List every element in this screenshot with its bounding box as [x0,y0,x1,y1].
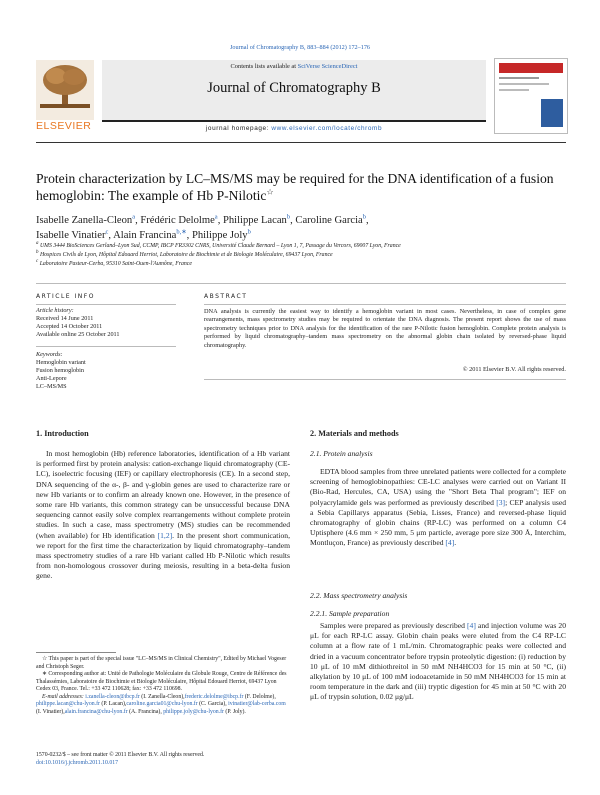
subheading-protein-analysis: 2.1. Protein analysis [310,449,373,458]
masthead [36,60,566,132]
journal-banner [102,60,486,120]
email-owner: (P. Joly). [223,708,246,715]
cover-line [499,89,529,91]
author-affiliation-mark[interactable]: b [247,228,251,236]
intro-heading: 1. Introduction [36,429,89,438]
author-list [36,213,566,243]
abstract-text: DNA analysis is currently the easiest way to identify a hemoglobin variant in most cases. Nevertheless, in case of complex gene rearrangements, mass spectrometry studies may be required to orientate the DNA diagnosis. The present report shows the use of mass spectrometry techniques prior to DNA analysis for the identification of the rare P-Nilotic fusion hemoglobin. Complete protein analysis is performed by liquid chromatography–tandem mass spectrometry on the abnormal globin chain isolated by reversed-phase liquid chromatography. [204,308,566,349]
asterisk-mark: ∗ [42,671,49,677]
author-name: Isabelle Zanella-Cleon [36,215,133,226]
protein-analysis-paragraph [310,467,566,549]
history-online: Available online 25 October 2011 [36,331,120,338]
info-rule [36,304,176,305]
methods-text: . [454,538,457,548]
copyright-line: © 2011 Elsevier B.V. All rights reserved. [462,366,566,373]
author-name: Philippe Lacan [222,215,287,226]
history-label: Article history: [36,307,74,314]
intro-paragraph [36,449,290,582]
doi-link[interactable]: doi:10.1016/j.jchromb.2011.10.017 [36,759,119,766]
info-rule-2 [36,346,176,347]
email-label: E-mail addresses: [42,693,86,700]
intro-text-2: . In the present short communication, we report for the first time the characterization by liquid chromatography–tandem mass spectrometry studies of a rare Hb variant called Hb P-Nilotic which results from non-homologous crossover during meiosis, resulting in a beta-delta fusion gene. [36,530,290,581]
email-owner: (P. Lacan), [99,701,127,707]
homepage-line [102,125,486,132]
abstract-label: ABSTRACT [204,293,248,300]
author-separator: , [135,215,141,226]
author-separator: , [217,215,223,226]
author-affiliation-mark[interactable]: b [362,213,366,221]
journal-title: Journal of Chromatography B [207,80,381,96]
affiliation-item [36,242,576,251]
email-owner: (A. Francina), [127,708,164,715]
methods-text: ; CEP analysis used a Sebia Capillarys apparatus (Sebia, Lisses, France) and reversed-phase liquid chromatography of globin chains (RP-LC) was performed on a column C4 Uptisphere (4.6 mm × 250 mm, 5 μm particle, average pore size 300 Å, Interchim, Montluçon, France) as previously described [310,497,566,548]
email-link[interactable]: frederic.delolme@ibcp.fr [184,693,244,700]
author-separator: , [365,215,369,226]
footnote-star-text: This paper is part of the special issue "LC–MS/MS in Clinical Chemistry", Edited by Michael Vogeser and Christoph Seger. [36,656,287,670]
author-affiliation-mark[interactable]: a [214,213,218,221]
history-accepted: Accepted 14 October 2011 [36,323,103,330]
author-name: Alain Francina [113,230,177,241]
citation-link[interactable]: [3] [496,497,506,507]
affiliation-text: Hospices Civils de Lyon, Hôpital Edouard Herriot, Laboratoire de Biochimie et de Biologie Moléculaire, 69437 Lyon, France [39,252,333,258]
article-title-text: Protein characterization by LC–MS/MS may be required for the DNA identification of a fusion hemoglobin: The example of Hb P-Nilotic [36,171,554,203]
masthead-rule [36,142,566,143]
footnote-corresponding [36,671,292,694]
contents-prefix: Contents lists available at [230,63,298,70]
footnote-emails [36,694,292,717]
banner-rule [102,120,486,122]
elsevier-wordmark: ELSEVIER [36,120,92,132]
cover-line [499,77,539,79]
affiliation-text: UMS 3444 BioSciences Gerland–Lyon Sud, CCMP, IBCP FR3302 CNRS, Université Claude Bernard – Lyon 1, 7, Passage du Vercors, 69007 Lyon, France [39,243,401,249]
affiliation-list [36,242,576,269]
citation-link[interactable]: [4] [445,538,455,548]
email-owner: (F. Delolme), [243,693,276,700]
author-separator: , [290,215,296,226]
affiliation-mark: a [36,241,39,247]
sample-prep-paragraph [310,621,566,703]
affil-rule [36,283,566,284]
email-owner: (I. Zanella-Cleon), [139,693,185,700]
sciencedirect-link[interactable]: SciVerse ScienceDirect [297,63,358,70]
author-affiliation-mark[interactable]: b [286,213,291,221]
keyword: LC–MS/MS [36,383,67,390]
methods-text: Samples were prepared as previously described [320,621,468,630]
keyword: Hemoglobin variant [36,359,86,366]
star-mark: ☆ [42,656,49,662]
affiliation-text: Laboratoire Pasteur-Cerba, 95310 Saint-Ouen-l'Aumône, France [39,261,192,267]
journal-citation[interactable]: Journal of Chromatography B, 883–884 (2012) 172–176 [229,44,371,51]
keywords-label: Keywords: [36,351,63,358]
article-title [36,170,566,204]
author-separator: , [108,230,114,241]
keyword: Anti-Lepore [36,375,67,382]
email-link[interactable]: caroline.garcia01@chu-lyon.fr [126,701,198,707]
email-owner: (I. Vinatier), [36,708,65,715]
email-link[interactable]: ivinatier@lab-cerba.com [228,701,286,707]
keyword: Fusion hemoglobin [36,367,84,374]
homepage-prefix: journal homepage: [205,125,272,132]
methods-text: and injection volume was 20 μL for each RP-LC assay. Globin chain peaks were eluted from the C4 RP-LC column at a flow rate of 1 mL/min. Chromatographic peaks were collected and dried in a vacuum concentrator before trypsin proteolytic digestion: (i) reduction by 10 μL of 10 mM dithiothreitol in 50 mM NH4HCO3 for 15 min at 50 °C, (ii) alkylation by 10 μL of 100 mM iodoacetamide in 50 mM NH4HCO3 for 15 min at room temperature in the dark and (iii) tryptic digestion for 45 min at 50 °C with 20 μL of trypsin solution, 0.02 μg/μL [310,621,566,702]
footnote-rule [36,652,116,653]
citation-link[interactable]: [4] [467,621,476,630]
homepage-link[interactable]: www.elsevier.com/locate/chromb [271,125,383,132]
article-history [36,307,186,339]
email-link[interactable]: philippe.joly@chu-lyon.fr [163,708,224,715]
email-owner: (C. Garcia), [197,701,229,707]
affiliation-item [36,251,576,260]
author-name: Caroline Garcia [295,215,363,226]
author-affiliation-mark[interactable]: a [132,213,136,221]
methods-text: EDTA blood samples from three unrelated patients were collected for a complete screening of hemoglobinopathies: CE-LC analyses were carried out on Variant II (Bio-Rad, Hercules, CA, USA) using the "Short Beta Thal program"; IEF on polyacrylamide gels was performed as previously described [310,467,566,507]
elsevier-tree-icon [36,60,94,110]
elsevier-tree-logo [36,60,94,120]
author-separator: , [186,230,192,241]
author-name: Philippe Joly [191,230,248,241]
author-affiliation-mark[interactable]: b,∗ [176,228,187,236]
article-info-label: ARTICLE INFO [36,293,95,300]
footnotes [36,656,292,716]
author-affiliation-mark[interactable]: c [105,228,109,236]
subheading-sample-prep: 2.2.1. Sample preparation [310,609,390,618]
affiliation-item [36,260,576,269]
intro-text: In most hemoglobin (Hb) reference laboratories, identification of a Hb variant is performed first by protein analysis: cation-exchange liquid chromatography (CE-LC), isoelectric focusing (IEF) or capillary electrophoresis (CE). In a second step, DNA sequencing of the α-, β- and γ-globin genes are used to characterize rare or new Hb variants or to confirm an already known one. However, in the presence of some rare Hb variants, this common strategy can be unsuccessful because DNA sequencing cannot easily solve complex rearrangements without complete protein studies. In such a case, mass spectrometry (MS) studies can be recommended (when available) for Hb identification [36,449,290,540]
methods-heading: 2. Materials and methods [310,429,399,438]
issn-line: 1570-0232/$ – see front matter © 2011 Elsevier B.V. All rights reserved. [36,752,205,758]
keywords [36,351,186,391]
subheading-mass-spec: 2.2. Mass spectrometry analysis [310,591,408,600]
journal-cover-thumbnail [494,58,568,134]
citation-link[interactable]: [1,2] [157,530,173,540]
cover-band [499,63,563,73]
email-link[interactable]: philippe.lacan@chu-lyon.fr [36,701,100,707]
footnote-corresponding-text: Corresponding author at: Unité de Pathologie Moléculaire du Globule Rouge, Centre de Référence des Thalassémies, Laboratoire de Biochimie et Biologie Moléculaire, Hôpital Edouard Herriot, 69437 Lyon Cedex 03, France. Tel.: +33 472 110628; fax: +33 472 110698. [36,671,287,692]
abstract-end-rule [204,379,566,380]
affiliation-mark: c [36,259,39,265]
cover-line [499,83,549,85]
footnote-special-issue [36,656,292,671]
author-name: Frédéric Delolme [140,215,215,226]
cover-block [541,99,563,127]
article-identifiers [36,752,292,767]
abstract-rule [204,304,566,305]
email-link[interactable]: i.zanella-cleon@ibcp.fr [85,693,140,700]
email-link[interactable]: alain.francina@chu-lyon.fr [64,708,128,715]
history-received: Received 14 June 2011 [36,315,94,322]
affiliation-mark: b [36,250,39,256]
author-name: Isabelle Vinatier [36,230,106,241]
title-footnote-mark[interactable]: ☆ [266,187,274,197]
contents-line [102,63,486,70]
